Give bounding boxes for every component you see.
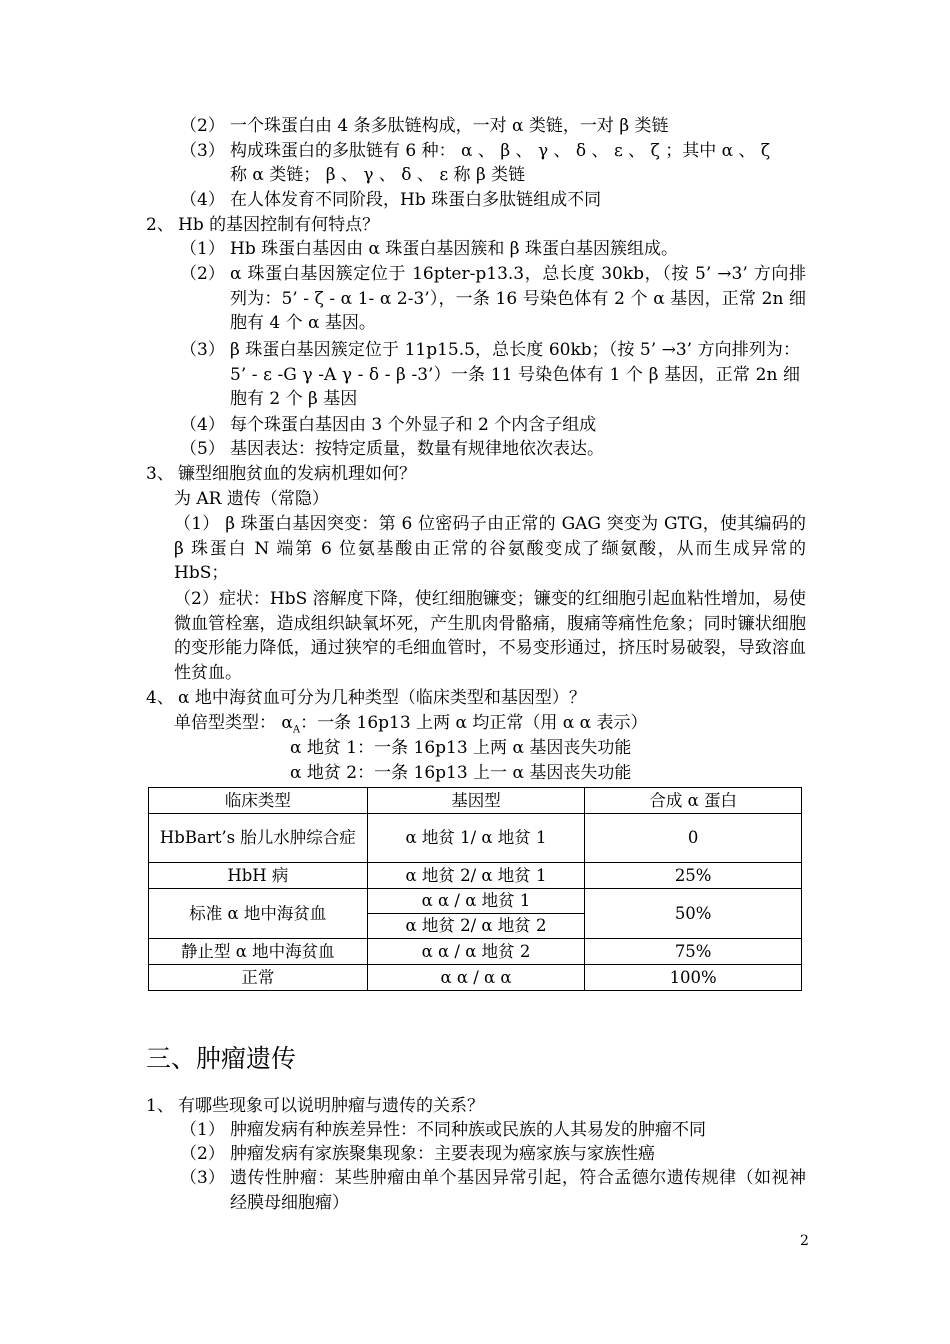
table-cell: 100% (585, 965, 802, 991)
item-marker: （4） (180, 415, 225, 435)
table-cell: 静止型 α 地中海贫血 (149, 939, 368, 965)
item-marker: （4） (180, 190, 225, 210)
table-cell: α 地贫 1/ α 地贫 1 (367, 814, 585, 863)
text-line: Hb 珠蛋白基因由 α 珠蛋白基因簇和 β 珠蛋白基因簇组成。 (230, 239, 679, 259)
text-line: 肿瘤发病有种族差异性：不同种族或民族的人其易发的肿瘤不同 (230, 1120, 706, 1140)
item-marker: （2） (180, 116, 225, 136)
table-header-cell: 基因型 (367, 788, 585, 814)
item-marker: （5） (180, 439, 225, 459)
page-number: 2 (800, 1233, 809, 1249)
item-marker: （1） (180, 1120, 225, 1140)
subscript: A (292, 724, 301, 736)
question-title: 有哪些现象可以说明肿瘤与遗传的关系？ (178, 1096, 484, 1116)
table-cell: α 地贫 2/ α 地贫 2 (367, 914, 585, 939)
question-title: 镰型细胞贫血的发病机理如何？ (178, 464, 416, 484)
table-cell: α α / α 地贫 1 (367, 889, 585, 914)
item-marker: （2） (180, 1144, 225, 1164)
table-header-cell: 合成 α 蛋白 (585, 788, 802, 814)
question-title: α 地中海贫血可分为几种类型（临床类型和基因型）？ (178, 688, 586, 708)
table-row (149, 814, 802, 863)
table-cell: α α / α 地贫 2 (367, 939, 585, 965)
table-header-row (149, 788, 802, 814)
question-number: 4、 (146, 688, 174, 708)
item-marker: （1） (180, 239, 225, 259)
item-marker: （3） (180, 340, 225, 360)
text-paragraph: α 珠蛋白基因簇定位于 16pter-p13.3，总长度 30kb，（按 5’ →3’ 方向排列为：5’ - ζ - α 1- α 2-3’），一条 16 号染色体有 2 个 α 基因，正常 2n 细胞有 4 个 α 基因。 (230, 264, 806, 333)
table-row (149, 863, 802, 889)
text-part: 单倍型类型： α (174, 713, 293, 733)
table-cell: α 地贫 2/ α 地贫 1 (367, 863, 585, 889)
text-line: 一个珠蛋白由 4 条多肽链构成，一对 α 类链，一对 β 类链 (230, 116, 669, 136)
table-row (149, 965, 802, 991)
text-line: 为 AR 遗传（常隐） (174, 489, 329, 509)
text-line: 每个珠蛋白基因由 3 个外显子和 2 个内含子组成 (230, 415, 597, 435)
section-title: 三、肿瘤遗传 (146, 1044, 297, 1073)
thalassemia-table (148, 787, 802, 991)
text-part: ：一条 16p13 上两 α 均正常（用 α α 表示） (300, 713, 648, 733)
text-paragraph: （1） β 珠蛋白基因突变：第 6 位密码子由正常的 GAG 突变为 GTG，使其编码的 β 珠蛋白 N 端第 6 位氨基酸由正常的谷氨酸变成了缬氨酸，从而生成异常的 HbS； (174, 514, 806, 583)
table-row (149, 939, 802, 965)
table-cell: 标准 α 地中海贫血 (149, 889, 368, 939)
text-line: α 地贫 2：一条 16p13 上一 α 基因丧失功能 (290, 763, 632, 783)
text-line: 基因表达：按特定质量，数量有规律地依次表达。 (230, 439, 604, 459)
text-line: 肿瘤发病有家族聚集现象：主要表现为癌家族与家族性癌 (230, 1144, 655, 1164)
table-cell: HbH 病 (149, 863, 368, 889)
text-line: 称 α 类链； β 、 γ 、 δ 、 ε 称 β 类链 (230, 165, 526, 185)
table-cell: 25% (585, 863, 802, 889)
item-marker: （2） (180, 264, 225, 284)
item-marker: （3） (180, 141, 225, 161)
item-marker: （3） (180, 1168, 225, 1188)
table-cell: α α / α α (367, 965, 585, 991)
table-row (149, 889, 802, 914)
text-paragraph: 遗传性肿瘤：某些肿瘤由单个基因异常引起，符合孟德尔遗传规律（如视神经膜母细胞瘤） (230, 1168, 806, 1213)
table-cell: HbBart’s 胎儿水肿综合症 (149, 814, 368, 863)
table-cell: 75% (585, 939, 802, 965)
text-line: α 地贫 1：一条 16p13 上两 α 基因丧失功能 (290, 738, 632, 758)
question-title: Hb 的基因控制有何特点？ (178, 215, 380, 235)
table-cell: 0 (585, 814, 802, 863)
table-cell: 50% (585, 889, 802, 939)
text-line: 构成珠蛋白的多肽链有 6 种： α 、 β 、 γ 、 δ 、 ε 、 ζ ；其中 α 、 ζ (230, 141, 771, 161)
table-header-cell: 临床类型 (149, 788, 368, 814)
text-line: 在人体发育不同阶段，Hb 珠蛋白多肽链组成不同 (230, 190, 602, 210)
question-number: 1、 (146, 1096, 174, 1116)
text-paragraph: （2）症状：HbS 溶解度下降，使红细胞镰变；镰变的红细胞引起血粘性增加，易使微血管栓塞，造成组织缺氧坏死，产生肌肉骨骼痛，腹痛等痛性危象；同时镰状细胞的变形能力降低，通过狭窄的毛细血管时，不易变形通过，挤压时易破裂，导致溶血性贫血。 (174, 589, 806, 683)
text-paragraph: β 珠蛋白基因簇定位于 11p15.5，总长度 60kb；（按 5’ →3’ 方向排列为： 5’ - ε -G γ -A γ - δ - β -3’）一条 11 号染色体有 1 个 β 基因，正常 2n 细胞有 2 个 β 基因 (230, 340, 800, 409)
table-cell: 正常 (149, 965, 368, 991)
question-number: 2、 (146, 215, 174, 235)
question-number: 3、 (146, 464, 174, 484)
